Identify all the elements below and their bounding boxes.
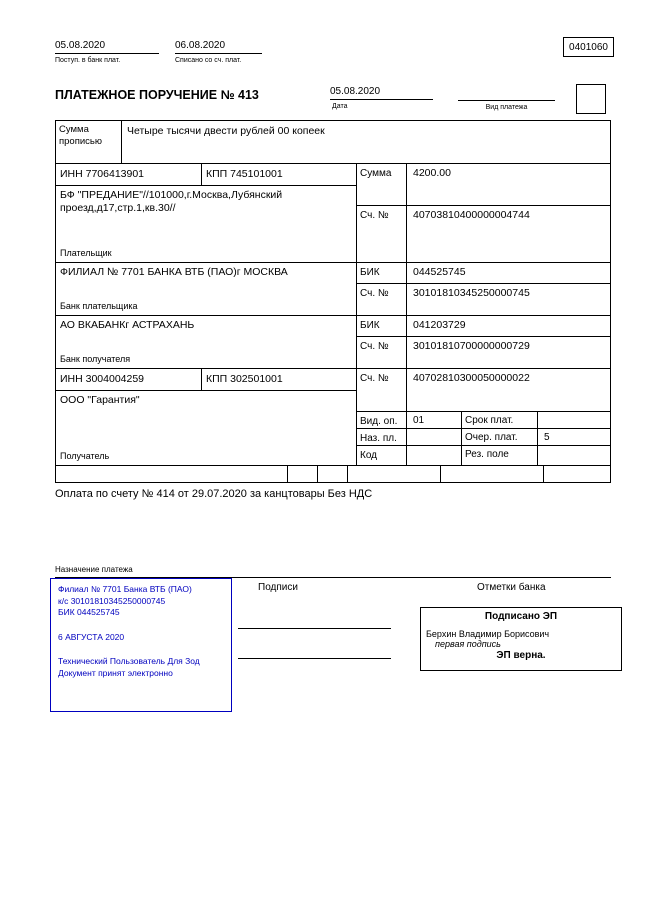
reserve-value (538, 446, 610, 465)
tax-field-cell (318, 466, 348, 482)
payer-account-label: Сч. № (357, 206, 407, 262)
debited-date-block (175, 40, 262, 65)
beneficiary-bank-section-label: Банк получателя (60, 354, 131, 364)
code-row (357, 446, 610, 465)
document-date-block (330, 86, 433, 111)
tax-field-cell (441, 466, 544, 482)
payer-bank-account: 30101810345250000745 (413, 287, 530, 299)
stamp-user: Технический Пользователь Для Зод (58, 656, 200, 666)
payer-left-block (56, 164, 357, 262)
document-date: 05.08.2020 (330, 86, 433, 100)
beneficiary-account-label: Сч. № (357, 369, 407, 411)
payment-kind-label: Вид платежа (485, 104, 528, 111)
amount-words-label: Сумма прописью (56, 121, 122, 163)
signature-line-1 (238, 628, 391, 629)
purpose-code-label: Наз. пл. (357, 429, 407, 445)
stamp-bik: БИК 044525745 (58, 607, 120, 617)
beneficiary-name: ООО "Гарантия" (60, 394, 140, 406)
signatures-label: Подписи (258, 582, 298, 593)
amount-words-value: Четыре тысячи двести рублей 00 копеек (127, 125, 325, 137)
tax-field-cell (56, 466, 288, 482)
bank-stamp (50, 578, 232, 712)
payer-bank-bik: 044525745 (413, 266, 466, 278)
pay-term-value (538, 412, 610, 428)
esign-kind: первая подпись (435, 639, 501, 649)
received-date-block (55, 40, 159, 65)
amount-row (357, 164, 610, 206)
beneficiary-bank-account-label: Сч. № (357, 337, 407, 368)
amount-label: Сумма (357, 164, 407, 205)
beneficiary-bank-account: 30101810700000000729 (413, 340, 530, 352)
beneficiary-bank-bik-row (357, 316, 610, 337)
payer-bank-section-label: Банк плательщика (60, 301, 138, 311)
stamp-date: 6 АВГУСТА 2020 (58, 631, 125, 642)
payer-section (56, 164, 610, 263)
purpose-code-row (357, 429, 610, 446)
esign-title: Подписано ЭП (484, 611, 558, 622)
beneficiary-right-block (357, 369, 610, 465)
beneficiary-bank-account-row (357, 337, 610, 368)
payer-bank-name: ФИЛИАЛ № 7701 БАНКА ВТБ (ПАО)г МОСКВА (60, 266, 288, 278)
payer-bank-left-block (56, 263, 357, 315)
tax-fields-row (56, 466, 610, 482)
beneficiary-bank-section (56, 316, 610, 369)
op-kind-row (357, 412, 610, 429)
code-value (407, 446, 462, 465)
stamp-corr-account: к/с 30101810345250000745 (58, 595, 166, 606)
payer-bank-account-row (357, 284, 610, 315)
priority-label: Очер. плат. (462, 429, 538, 445)
form-code-box: 0401060 (563, 37, 614, 57)
payer-bank-bik-label: БИК (357, 263, 407, 283)
payer-kpp: КПП 745101001 (206, 168, 283, 180)
payment-table (55, 120, 611, 483)
tax-field-cell (544, 466, 610, 482)
beneficiary-bank-bik: 041203729 (413, 319, 466, 331)
reserve-label: Рез. поле (462, 446, 538, 465)
signature-line-2 (238, 658, 391, 659)
bank-marks-label: Отметки банка (477, 582, 546, 593)
purpose-text: Оплата по счету № 414 от 29.07.2020 за канцтовары Без НДС (55, 488, 373, 500)
payment-kind-field (458, 86, 555, 101)
status-box (576, 84, 606, 114)
payment-kind-block (458, 86, 555, 112)
received-date-label: Поступ. в банк плат. (55, 57, 121, 64)
payer-right-block (357, 164, 610, 262)
esign-signer-name: Берхин Владимир Борисович (426, 629, 550, 639)
payer-bank-right-block (357, 263, 610, 315)
amount-value: 4200.00 (413, 167, 451, 179)
beneficiary-account-row (357, 369, 610, 412)
payer-name: БФ "ПРЕДАНИЕ"//101000,г.Москва,Лубянский проезд,д17,стр.1,кв.30// (60, 189, 283, 214)
pay-term-label: Срок плат. (462, 412, 538, 428)
beneficiary-inn: ИНН 3004004259 (56, 369, 202, 390)
payer-section-label: Плательщик (60, 248, 112, 258)
purpose-label: Назначение платежа (55, 565, 133, 574)
debited-date-label: Списано со сч. плат. (175, 57, 242, 64)
tax-field-cell (348, 466, 441, 482)
beneficiary-kpp: КПП 302501001 (206, 373, 283, 385)
payer-bank-account-label: Сч. № (357, 284, 407, 315)
beneficiary-bank-right-block (357, 316, 610, 368)
payer-name-area (56, 186, 356, 262)
document-date-label: Дата (332, 103, 348, 110)
op-kind-value: 01 (407, 412, 462, 428)
beneficiary-left-block (56, 369, 357, 465)
stamp-bank-name: Филиал № 7701 Банка ВТБ (ПАО) (58, 584, 192, 594)
esign-verdict: ЭП верна. (496, 650, 546, 661)
beneficiary-inn-kpp-row (56, 369, 356, 391)
payer-account-row (357, 206, 610, 262)
beneficiary-bank-name-area (56, 316, 356, 368)
beneficiary-bank-bik-label: БИК (357, 316, 407, 336)
amount-words-row (56, 121, 610, 164)
priority-value: 5 (544, 432, 550, 443)
payer-bank-section (56, 263, 610, 316)
payer-inn: ИНН 7706413901 (56, 164, 202, 185)
debited-date: 06.08.2020 (175, 40, 262, 54)
received-date: 05.08.2020 (55, 40, 159, 54)
code-label: Код (357, 446, 407, 465)
payer-inn-kpp-row (56, 164, 356, 186)
beneficiary-bank-left-block (56, 316, 357, 368)
beneficiary-bank-name: АО ВКАБАНКг АСТРАХАНЬ (60, 319, 195, 331)
beneficiary-section (56, 369, 610, 466)
tax-field-cell (288, 466, 318, 482)
stamp-accepted-note: Документ принят электронно (58, 667, 173, 678)
electronic-signature-box (420, 607, 622, 671)
payer-bank-bik-row (357, 263, 610, 284)
payer-account: 40703810400000004744 (413, 209, 530, 221)
op-kind-label: Вид. оп. (357, 412, 407, 428)
beneficiary-account: 40702810300050000022 (413, 372, 530, 384)
document-title: ПЛАТЕЖНОЕ ПОРУЧЕНИЕ № 413 (55, 88, 259, 102)
beneficiary-name-area (56, 391, 356, 465)
beneficiary-section-label: Получатель (60, 451, 110, 461)
payer-bank-name-area (56, 263, 356, 315)
purpose-code-value (407, 429, 462, 445)
